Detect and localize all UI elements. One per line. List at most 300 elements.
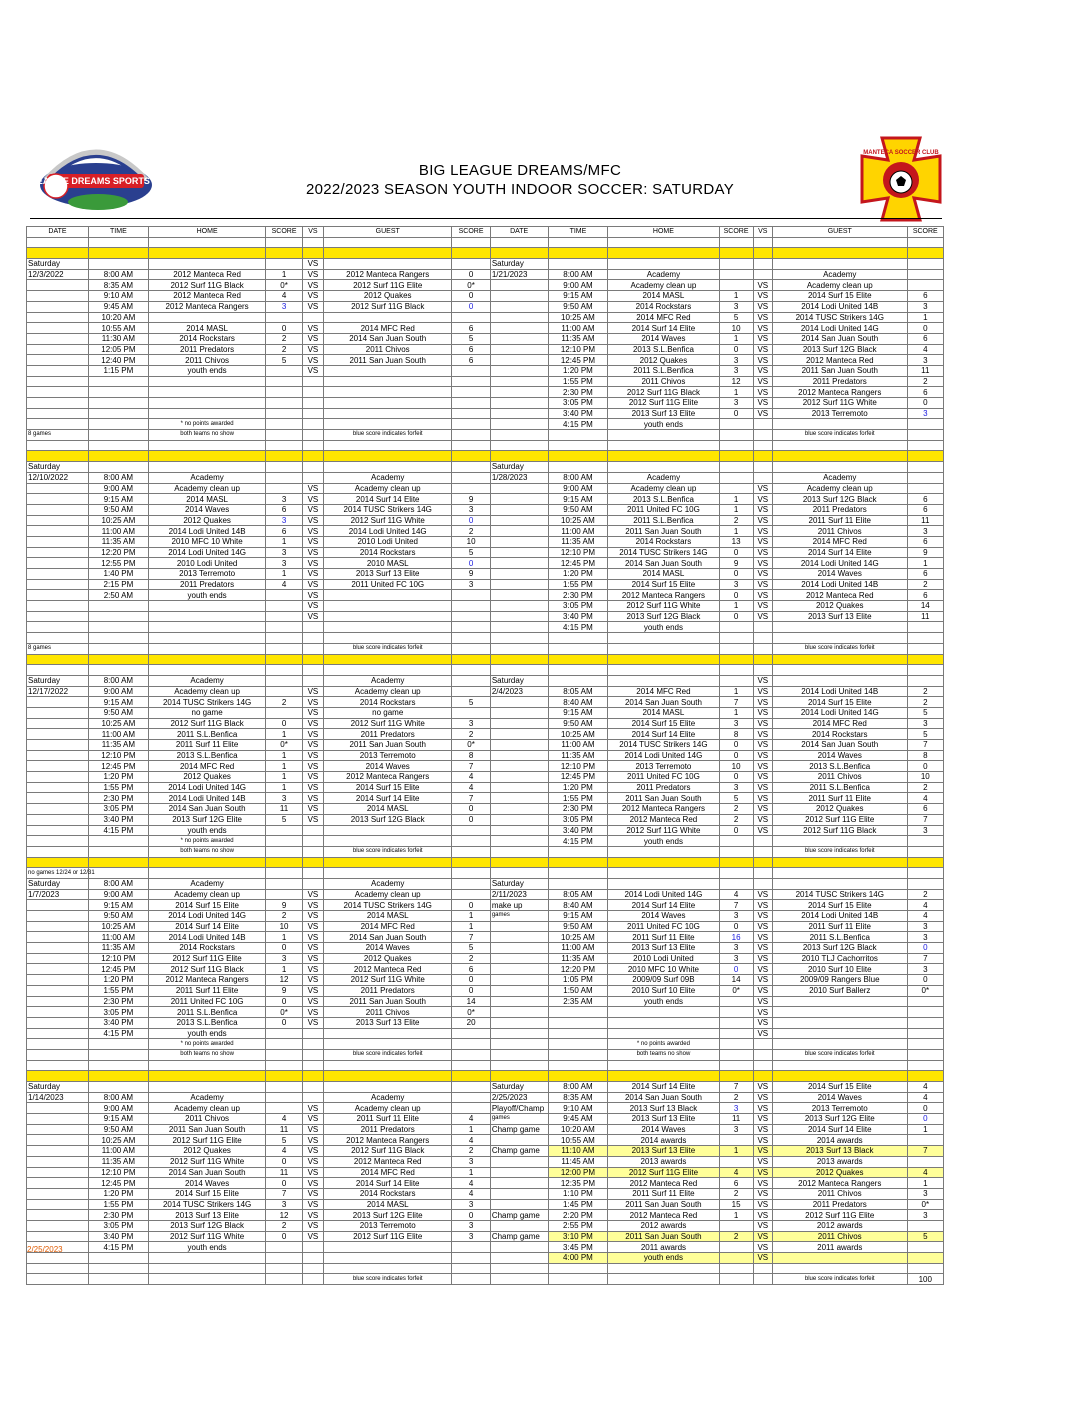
table-cell: 2 <box>452 729 490 740</box>
table-cell: 2012 Manteca Rangers <box>324 269 452 280</box>
table-cell: make up <box>490 900 548 911</box>
table-cell <box>548 259 608 270</box>
table-cell: VS <box>753 975 772 986</box>
table-cell <box>753 643 772 654</box>
table-cell <box>490 280 548 291</box>
table-cell <box>907 622 943 633</box>
table-row <box>27 1156 944 1167</box>
table-cell <box>490 408 548 419</box>
table-cell: 2014 Surf 15 Elite <box>772 900 907 911</box>
table-cell: 2014 San Juan South <box>148 1167 266 1178</box>
table-cell <box>88 622 148 633</box>
table-cell <box>719 622 753 633</box>
table-cell: 5 <box>907 1231 943 1242</box>
table-cell <box>490 355 548 366</box>
table-cell <box>490 932 548 943</box>
table-cell: 0 <box>266 323 302 334</box>
divider-cell <box>452 1071 490 1082</box>
table-cell: 2011 awards <box>608 1242 719 1253</box>
table-cell <box>302 387 323 398</box>
table-cell: 2012 Manteca Red <box>608 1178 719 1189</box>
table-cell <box>608 1060 719 1071</box>
divider-cell <box>548 248 608 259</box>
table-cell <box>88 259 148 270</box>
table-cell: 2012 Quakes <box>608 355 719 366</box>
table-cell: Academy clean up <box>608 483 719 494</box>
table-row <box>27 686 944 697</box>
table-row <box>27 1220 944 1231</box>
table-cell: 10:20 AM <box>88 312 148 323</box>
table-cell <box>490 440 548 451</box>
table-cell: 0 <box>907 398 943 409</box>
table-cell: 1/28/2023 <box>490 472 548 483</box>
table-cell <box>753 1274 772 1285</box>
table-row <box>27 740 944 751</box>
table-cell <box>452 483 490 494</box>
table-cell: 0 <box>907 943 943 954</box>
table-cell: VS <box>753 1178 772 1189</box>
table-cell: Academy clean up <box>324 889 452 900</box>
table-cell: 2 <box>266 697 302 708</box>
table-cell: 2014 MASL <box>608 707 719 718</box>
table-cell: 11 <box>907 611 943 622</box>
table-cell: 2 <box>266 911 302 922</box>
table-cell: 14 <box>452 996 490 1007</box>
table-cell <box>88 1049 148 1060</box>
divider-cell <box>772 248 907 259</box>
table-cell: Academy <box>324 1092 452 1103</box>
table-cell: 9:50 AM <box>548 504 608 515</box>
table-cell <box>608 1274 719 1285</box>
table-cell: 5 <box>452 333 490 344</box>
table-cell: 2010 Lodi United <box>148 558 266 569</box>
table-cell: 3:05 PM <box>548 601 608 612</box>
table-cell <box>88 1253 148 1264</box>
table-cell: 7 <box>452 932 490 943</box>
table-row <box>27 718 944 729</box>
table-cell <box>148 665 266 676</box>
table-cell: 2011 United FC 10G <box>608 772 719 783</box>
table-cell: 2011 Surf 11 Elite <box>324 1114 452 1125</box>
table-cell <box>452 889 490 900</box>
table-cell: 2012 Surf 11G White <box>772 398 907 409</box>
table-cell <box>148 868 266 879</box>
table-cell: VS <box>753 921 772 932</box>
divider-cell <box>490 248 548 259</box>
table-row <box>27 558 944 569</box>
table-cell: 9 <box>266 985 302 996</box>
divider-cell <box>772 654 907 665</box>
table-cell: 11:45 AM <box>548 1156 608 1167</box>
table-cell: 2014 Surf 14 Elite <box>324 793 452 804</box>
table-cell: 6 <box>907 590 943 601</box>
table-cell <box>88 836 148 847</box>
divider-cell <box>719 654 753 665</box>
table-cell <box>27 280 89 291</box>
table-cell: VS <box>302 1220 323 1231</box>
table-cell: VS <box>302 579 323 590</box>
table-cell: 3 <box>907 718 943 729</box>
table-cell: VS <box>753 750 772 761</box>
table-cell: 4 <box>266 1146 302 1157</box>
table-cell: 2013 Surf 13 Elite <box>324 569 452 580</box>
table-cell <box>452 365 490 376</box>
table-cell: 0* <box>907 1199 943 1210</box>
table-cell: Academy <box>148 472 266 483</box>
table-cell: 12/3/2022 <box>27 269 89 280</box>
table-cell: 2014 Waves <box>608 1124 719 1135</box>
table-cell <box>907 1253 943 1264</box>
table-cell: 11:00 AM <box>88 526 148 537</box>
table-cell: 2011 Surf 11 Elite <box>772 515 907 526</box>
table-cell: VS <box>753 1114 772 1125</box>
table-cell <box>490 814 548 825</box>
table-cell: 8 <box>907 750 943 761</box>
table-cell <box>88 237 148 248</box>
table-cell: 3 <box>266 558 302 569</box>
table-cell: 7 <box>907 953 943 964</box>
table-cell <box>452 846 490 857</box>
table-cell: VS <box>302 1178 323 1189</box>
table-cell: 2011 Surf 11 Elite <box>608 1188 719 1199</box>
table-cell: 2/11/2023 <box>490 889 548 900</box>
table-cell: 12:20 PM <box>88 547 148 558</box>
table-row <box>27 1060 944 1071</box>
table-cell <box>608 868 719 879</box>
table-cell: 13 <box>719 536 753 547</box>
table-cell <box>490 953 548 964</box>
table-cell: 1 <box>719 707 753 718</box>
table-cell: 2013 Surf 13 Elite <box>608 408 719 419</box>
table-cell <box>548 1039 608 1050</box>
table-cell: 1 <box>719 1210 753 1221</box>
table-cell: * no points awarded <box>608 1039 719 1050</box>
table-cell <box>719 1017 753 1028</box>
table-cell: VS <box>302 964 323 975</box>
table-cell: VS <box>302 718 323 729</box>
table-cell: 4 <box>907 344 943 355</box>
table-cell: 0 <box>266 996 302 1007</box>
table-cell <box>27 1156 89 1167</box>
table-cell <box>27 1028 89 1039</box>
table-cell: 2012 Quakes <box>772 601 907 612</box>
table-cell: 0 <box>452 301 490 312</box>
table-cell <box>27 408 89 419</box>
table-cell: 2014 Surf 14 Elite <box>148 921 266 932</box>
table-cell: VS <box>302 707 323 718</box>
table-cell: VS <box>302 515 323 526</box>
table-cell: 11 <box>719 1114 753 1125</box>
divider-cell <box>148 451 266 462</box>
table-cell: VS <box>753 697 772 708</box>
table-cell: VS <box>302 782 323 793</box>
table-cell <box>719 462 753 473</box>
table-cell <box>490 611 548 622</box>
table-row <box>27 1114 944 1125</box>
table-cell: 11:35 AM <box>548 333 608 344</box>
table-cell: 2014 San Juan South <box>148 804 266 815</box>
table-cell: VS <box>753 558 772 569</box>
table-cell: 2012 Surf 11G Black <box>324 1146 452 1157</box>
table-cell: VS <box>753 996 772 1007</box>
table-cell: 2014 San Juan South <box>324 333 452 344</box>
table-row <box>27 836 944 847</box>
table-cell: 9:50 AM <box>88 911 148 922</box>
table-cell: 9:45 AM <box>88 301 148 312</box>
table-cell: 2014 Waves <box>772 750 907 761</box>
table-cell: Academy clean up <box>608 280 719 291</box>
table-cell <box>324 601 452 612</box>
table-cell <box>27 900 89 911</box>
table-cell: 2013 Terremoto <box>324 1220 452 1231</box>
table-row <box>27 569 944 580</box>
table-cell: 3 <box>452 718 490 729</box>
table-cell: 1 <box>266 536 302 547</box>
table-cell <box>302 419 323 430</box>
table-cell: VS <box>302 750 323 761</box>
table-cell: 2014 Surf 15 Elite <box>772 1082 907 1093</box>
divider-cell <box>27 857 89 868</box>
table-cell: 2:20 PM <box>548 1210 608 1221</box>
table-cell: 9:10 AM <box>548 1103 608 1114</box>
table-cell <box>753 269 772 280</box>
table-cell: 4 <box>452 772 490 783</box>
table-cell <box>302 846 323 857</box>
table-cell <box>452 1028 490 1039</box>
table-cell: 9:00 AM <box>88 686 148 697</box>
divider-cell <box>907 248 943 259</box>
table-cell: 9:00 AM <box>88 1103 148 1114</box>
table-cell: 11:00 AM <box>548 526 608 537</box>
table-cell <box>753 665 772 676</box>
table-row <box>27 344 944 355</box>
table-cell: 2011 United FC 10G <box>608 921 719 932</box>
table-cell <box>148 611 266 622</box>
table-cell <box>772 1253 907 1264</box>
table-cell <box>548 462 608 473</box>
table-cell: 2011 S.L.Benfica <box>772 782 907 793</box>
table-cell: VS <box>302 911 323 922</box>
table-cell <box>907 665 943 676</box>
table-row <box>27 1103 944 1114</box>
divider-cell <box>88 857 148 868</box>
table-cell <box>324 312 452 323</box>
table-cell: 3 <box>452 1156 490 1167</box>
table-cell <box>266 686 302 697</box>
table-cell: 2 <box>719 515 753 526</box>
table-cell <box>302 408 323 419</box>
table-cell: 2014 MASL <box>148 323 266 334</box>
table-row <box>27 1146 944 1157</box>
table-cell: Playoff/Champ <box>490 1103 548 1114</box>
table-cell: Academy <box>772 269 907 280</box>
table-cell: 2012 Manteca Red <box>324 964 452 975</box>
table-cell: 3 <box>452 579 490 590</box>
table-cell: VS <box>302 483 323 494</box>
table-cell: 3 <box>719 365 753 376</box>
divider-cell <box>907 654 943 665</box>
table-cell: 2014 Lodi United 14G <box>608 889 719 900</box>
table-cell <box>324 1060 452 1071</box>
table-cell <box>452 472 490 483</box>
table-cell: 8 games <box>27 643 89 654</box>
table-cell <box>266 387 302 398</box>
table-cell: 1 <box>266 932 302 943</box>
table-cell <box>452 1049 490 1060</box>
table-cell: 0 <box>719 408 753 419</box>
table-cell <box>27 932 89 943</box>
table-cell <box>753 472 772 483</box>
table-cell: VS <box>302 1188 323 1199</box>
table-cell: 8:35 AM <box>88 280 148 291</box>
table-cell: VS <box>753 718 772 729</box>
table-cell <box>88 601 148 612</box>
table-cell: 1:20 PM <box>548 782 608 793</box>
table-cell <box>548 430 608 441</box>
table-cell <box>452 430 490 441</box>
table-cell <box>266 483 302 494</box>
table-cell: 7 <box>907 740 943 751</box>
table-cell <box>148 376 266 387</box>
table-cell: 2 <box>266 333 302 344</box>
table-cell <box>27 355 89 366</box>
table-cell <box>907 846 943 857</box>
table-cell <box>27 846 89 857</box>
table-cell: VS <box>302 889 323 900</box>
table-cell <box>719 1135 753 1146</box>
table-cell <box>452 419 490 430</box>
table-row <box>27 996 944 1007</box>
table-cell: youth ends <box>608 419 719 430</box>
table-cell <box>608 846 719 857</box>
table-cell <box>27 440 89 451</box>
table-cell: VS <box>302 943 323 954</box>
table-cell <box>490 1156 548 1167</box>
divider-cell <box>302 857 323 868</box>
table-cell <box>719 1039 753 1050</box>
table-cell: VS <box>753 761 772 772</box>
table-cell: 10 <box>907 772 943 783</box>
table-cell: 2012 Surf 11G Black <box>148 964 266 975</box>
table-cell <box>148 633 266 644</box>
table-cell: 0 <box>266 1156 302 1167</box>
table-cell: 5 <box>266 1135 302 1146</box>
table-cell: 2 <box>452 953 490 964</box>
table-cell: 5 <box>719 312 753 323</box>
table-row <box>27 889 944 900</box>
table-cell <box>148 408 266 419</box>
table-cell: 0 <box>719 750 753 761</box>
table-cell: youth ends <box>608 996 719 1007</box>
table-cell <box>452 686 490 697</box>
table-cell: 1 <box>266 729 302 740</box>
table-cell: 0* <box>907 985 943 996</box>
column-header: VS <box>302 227 323 238</box>
table-cell: 2012 Quakes <box>148 515 266 526</box>
table-cell: both teams no show <box>148 1049 266 1060</box>
table-cell <box>548 237 608 248</box>
table-cell: 2 <box>719 814 753 825</box>
table-cell: 2010 MFC 10 White <box>148 536 266 547</box>
table-cell: Saturday <box>490 675 548 686</box>
table-cell: Saturday <box>27 462 89 473</box>
table-cell: 2012 awards <box>772 1220 907 1231</box>
table-cell: * no points awarded <box>148 419 266 430</box>
table-row <box>27 601 944 612</box>
table-cell: 3:40 PM <box>548 611 608 622</box>
table-cell: 8:00 AM <box>88 472 148 483</box>
table-cell <box>324 836 452 847</box>
table-cell <box>324 1242 452 1253</box>
table-cell <box>490 483 548 494</box>
table-cell: 0* <box>266 280 302 291</box>
table-cell <box>490 344 548 355</box>
table-cell: 11 <box>266 1124 302 1135</box>
table-cell: 3 <box>907 964 943 975</box>
table-row <box>27 259 944 270</box>
table-cell: Saturday <box>490 259 548 270</box>
page-header <box>0 0 1088 222</box>
table-cell <box>719 419 753 430</box>
table-cell: 11:35 AM <box>548 953 608 964</box>
table-cell: 12 <box>266 1210 302 1221</box>
divider-cell <box>27 248 89 259</box>
table-cell: * no points awarded <box>148 1039 266 1050</box>
table-cell: VS <box>753 1242 772 1253</box>
table-cell: 10 <box>452 536 490 547</box>
table-cell: VS <box>753 740 772 751</box>
table-cell <box>490 1253 548 1264</box>
table-cell: 100 <box>907 1274 943 1285</box>
table-cell <box>548 868 608 879</box>
table-cell: 4 <box>719 1167 753 1178</box>
table-cell: VS <box>753 943 772 954</box>
table-cell: 2012 awards <box>608 1220 719 1231</box>
table-cell <box>490 707 548 718</box>
table-cell: 2011 Predators <box>772 504 907 515</box>
table-cell: 2014 Surf 15 Elite <box>772 291 907 302</box>
table-cell: VS <box>302 280 323 291</box>
table-cell: 3 <box>719 953 753 964</box>
table-cell <box>719 1220 753 1231</box>
table-cell: 0 <box>719 344 753 355</box>
table-cell: 1:50 AM <box>548 985 608 996</box>
table-cell <box>907 1060 943 1071</box>
table-cell <box>490 804 548 815</box>
table-cell: 12:10 PM <box>548 344 608 355</box>
table-cell: 11:30 AM <box>88 333 148 344</box>
table-cell: 10:25 AM <box>548 729 608 740</box>
table-cell: 10:25 AM <box>548 312 608 323</box>
table-row <box>27 504 944 515</box>
table-cell <box>490 365 548 376</box>
table-cell: 2012 Quakes <box>772 1167 907 1178</box>
table-cell: VS <box>302 301 323 312</box>
table-cell <box>266 590 302 601</box>
table-cell: 2011 San Juan South <box>608 1231 719 1242</box>
table-cell <box>907 1017 943 1028</box>
table-cell: 0* <box>452 1007 490 1018</box>
table-cell: 8:00 AM <box>88 1092 148 1103</box>
column-header: GUEST <box>772 227 907 238</box>
table-cell: 2 <box>719 1231 753 1242</box>
table-cell <box>490 558 548 569</box>
table-cell: 12:40 PM <box>88 355 148 366</box>
table-cell: 0 <box>452 291 490 302</box>
table-row <box>27 1178 944 1189</box>
divider-cell <box>302 248 323 259</box>
table-row <box>27 301 944 312</box>
